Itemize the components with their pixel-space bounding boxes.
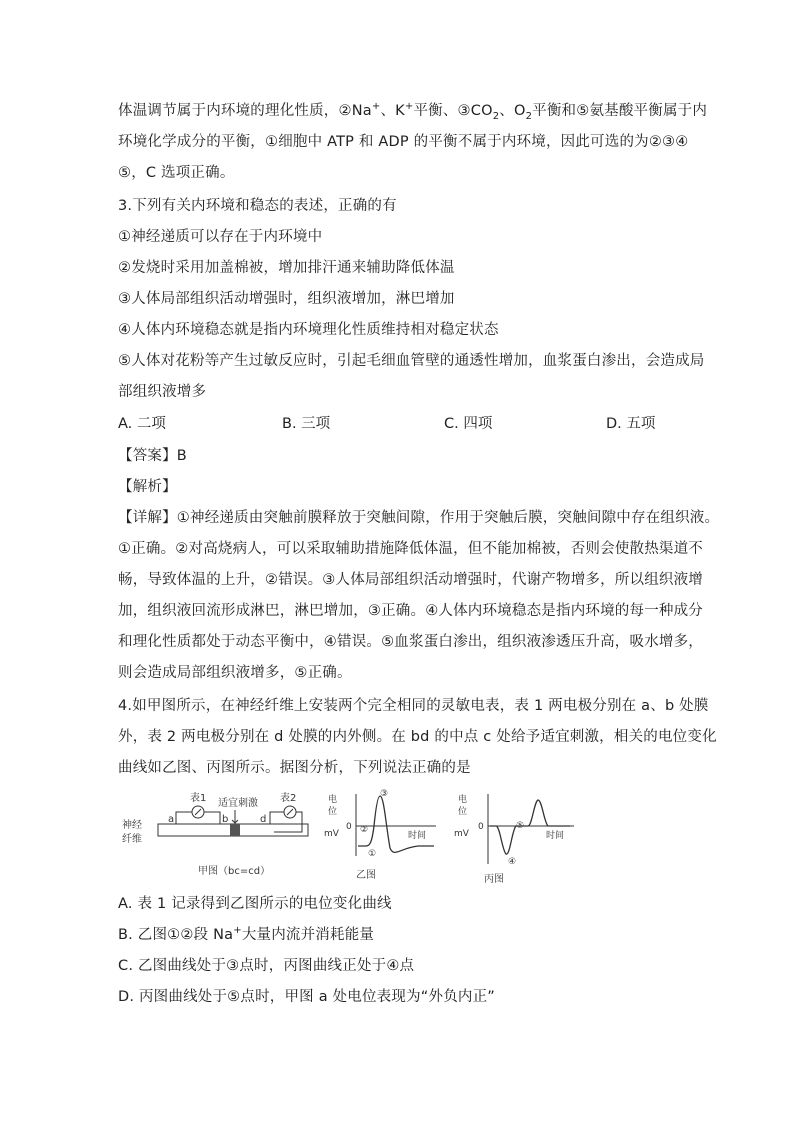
q3-analysis-line-3: 畅，导致体温的上升，②错误。③人体局部组织活动增强时，代谢产物增多，所以组织液增 — [118, 572, 703, 588]
q4-option-a: A. 表 1 记录得到乙图所示的电位变化曲线 — [118, 896, 392, 912]
yi-ylabel-3: mV — [324, 829, 339, 839]
stimulus-site — [230, 824, 240, 836]
q3-stem: 3.下列有关内环境和稳态的表述，正确的有 — [118, 198, 397, 214]
yi-curve — [358, 796, 434, 852]
q4-option-d: D. 丙图曲线处于⑤点时，甲图 a 处电位表现为“外负内正” — [118, 989, 496, 1005]
jia-caption: 甲图（bc=cd） — [198, 866, 271, 877]
meter-2-label: 表2 — [280, 793, 297, 804]
q4-stem-line-2: 外，表 2 两电极分别在 d 处膜的内外侧。在 bd 的中点 c 处给予适宜刺激，相关的电位变化 — [118, 729, 717, 745]
yi-mark-2: ② — [360, 825, 369, 835]
yi-figure — [324, 789, 436, 881]
q3-answer: 【答案】B — [118, 448, 187, 464]
yi-mark-3: ③ — [380, 789, 389, 799]
meter-2-wire-left — [270, 812, 284, 824]
q3-item-5-cont: 部组织液增多 — [118, 384, 207, 400]
bing-mark-4: ④ — [508, 857, 517, 867]
bing-curve — [490, 800, 570, 854]
q3-option-d: D. 五项 — [606, 416, 656, 432]
point-a: a — [168, 814, 175, 825]
fiber-label-2: 纤维 — [122, 834, 142, 845]
q3-analysis-header: 【解析】 — [118, 479, 177, 495]
yi-caption: 乙图 — [356, 870, 376, 881]
q3-item-1: ①神经递质可以存在于内环境中 — [118, 229, 323, 245]
bing-ylabel-3: mV — [454, 829, 469, 839]
q4-stem-line-1: 4.如甲图所示，在神经纤维上安装两个完全相同的灵敏电表，表 1 两电极分别在 a、b 处膜 — [118, 698, 709, 714]
yi-zero: 0 — [346, 822, 352, 832]
meter-1-needle — [195, 809, 201, 815]
q4-stem-line-3: 曲线如乙图、丙图所示。据图分析，下列说法正确的是 — [118, 760, 471, 776]
prev-paragraph-line-1: 体温调节属于内环境的理化性质，②Na+、K+平衡、$③CO_2$、$O_2$平衡和⑤氨基酸平衡属于内 — [118, 101, 708, 122]
q3-option-b: B. 三项 — [282, 416, 331, 432]
q3-analysis-line-1: 【详解】①神经递质由突触前膜释放于突触间隙，作用于突触后膜，突触间隙中存在组织液。 — [118, 510, 720, 526]
bing-figure — [454, 793, 574, 885]
q3-analysis-line-2: ①正确。②对高烧病人，可以采取辅助措施降低体温，但不能加棉被，否则会使散热渠道不 — [118, 541, 703, 557]
point-d: d — [260, 814, 267, 825]
q4-option-c: C. 乙图曲线处于③点时，丙图曲线正处于④点 — [118, 958, 415, 974]
yi-xlabel: 时间 — [408, 831, 427, 841]
q3-analysis-line-5: 和理化性质都处于动态平衡中，④错误。⑤血浆蛋白渗出，组织液渗透压升高，吸水增多， — [118, 634, 703, 650]
q3-item-3: ③人体局部组织活动增强时，组织液增加，淋巴增加 — [118, 291, 455, 307]
q4-option-b: B. 乙图①②段 Na+大量内流并消耗能量 — [118, 925, 375, 943]
q3-item-2: ②发烧时采用加盖棉被，增加排汗通来辅助降低体温 — [118, 260, 455, 276]
fiber-label-1: 神经 — [122, 820, 142, 831]
jia-figure — [122, 791, 308, 877]
prev-paragraph-line-2: 环境化学成分的平衡，①细胞中 ATP 和 ADP 的平衡不属于内环境，因此可选的为②③④ — [118, 134, 689, 150]
yi-mark-1: ① — [368, 849, 377, 859]
bing-xlabel: 时间 — [546, 831, 565, 841]
meter-2-wire-right — [274, 812, 302, 832]
q3-item-5: ⑤人体对花粉等产生过敏反应时，引起毛细血管壁的通透性增加，血浆蛋白渗出，会造成局 — [118, 353, 705, 369]
bing-mark-5: ⑤ — [516, 821, 525, 831]
q4-figure — [118, 786, 588, 886]
q3-option-a: A. 二项 — [118, 416, 166, 432]
bing-caption: 丙图 — [484, 874, 504, 885]
point-b: b — [222, 814, 229, 825]
q4-figure-svg — [118, 786, 588, 886]
stimulus-label: 适宜刺激 — [218, 798, 258, 809]
yi-ylabel-2: 位 — [328, 807, 338, 817]
meter-2-needle — [287, 809, 293, 815]
meter-1-wire-right — [204, 812, 220, 824]
prev-paragraph-line-3: ⑤，C 选项正确。 — [118, 165, 235, 181]
bing-ylabel-2: 位 — [458, 807, 468, 817]
q3-option-c: C. 四项 — [444, 416, 493, 432]
bing-zero: 0 — [478, 822, 484, 832]
q3-item-4: ④人体内环境稳态就是指内环境理化性质维持相对稳定状态 — [118, 322, 499, 338]
q3-analysis-line-6: 则会造成局部组织液增多，⑤正确。 — [118, 665, 352, 681]
bing-ylabel-1: 电 — [458, 795, 468, 805]
q3-analysis-line-4: 加，组织液回流形成淋巴，淋巴增加，③正确。④人体内环境稳态是指内环境的每一种成分 — [118, 603, 703, 619]
yi-ylabel-1: 电 — [328, 795, 338, 805]
meter-1-label: 表1 — [190, 793, 207, 804]
meter-1-wire-left — [176, 812, 192, 824]
